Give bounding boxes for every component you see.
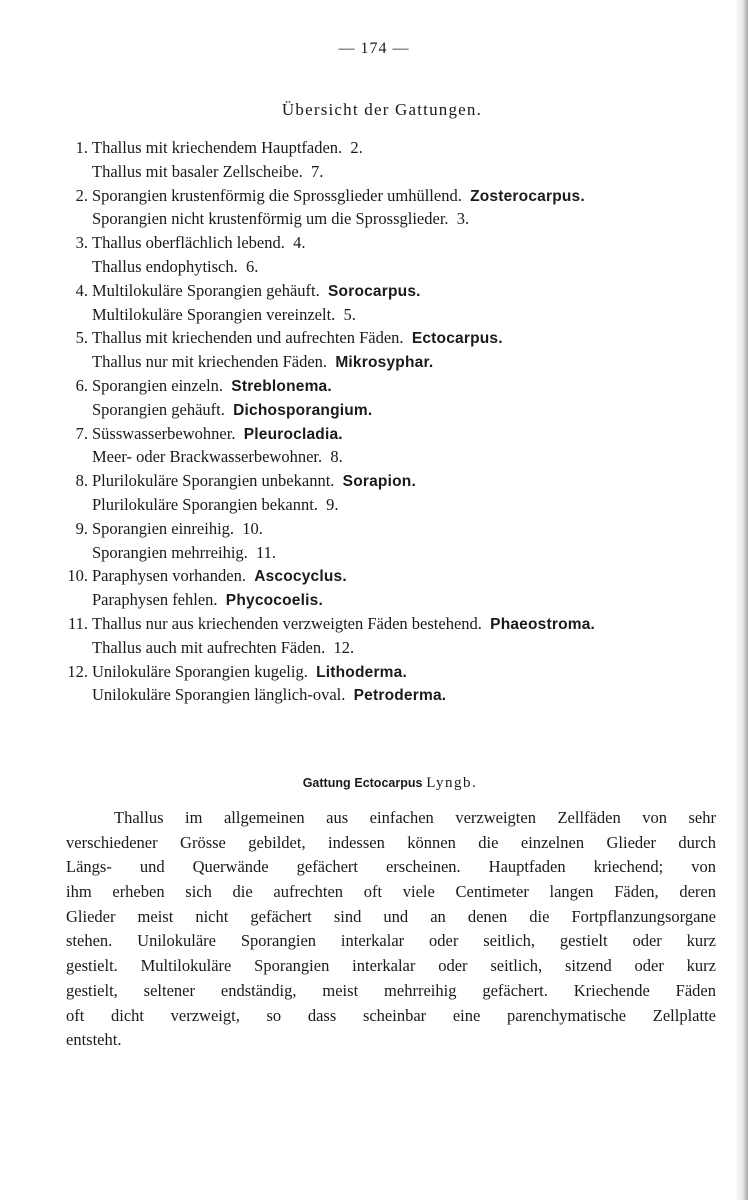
- key-text: [92, 279, 421, 304]
- key-number: 5.: [75, 328, 88, 348]
- key-text: [92, 160, 323, 184]
- key-line: [50, 136, 730, 160]
- key-text: [92, 541, 276, 565]
- genus-heading: [0, 775, 748, 792]
- key-text: [92, 255, 258, 279]
- key-number: 11.: [67, 613, 88, 633]
- key-line: [50, 374, 730, 398]
- key-line: [50, 683, 730, 707]
- key-phrase: Meer- oder Brackwasserbewohner. 8.: [92, 447, 343, 467]
- genus-name: Phaeostroma.: [490, 615, 596, 633]
- key-phrase: Thallus nur mit kriechenden Fäden.: [92, 352, 336, 372]
- key-text: [92, 398, 372, 423]
- key-number: 8.: [75, 471, 88, 491]
- key-phrase: Sporangien gehäuft.: [92, 399, 234, 419]
- genus-name: Petroderma.: [353, 687, 447, 705]
- key-number: 7.: [75, 423, 88, 443]
- page-edge-shadow: [734, 0, 748, 1200]
- key-text: [92, 231, 306, 255]
- key-line: [50, 564, 730, 588]
- key-line: [50, 445, 730, 469]
- key-phrase: Thallus auch mit aufrechten Fäden. 12.: [92, 637, 355, 657]
- section-title: Übersicht der Gattungen.: [281, 100, 483, 119]
- genus-name: Zosterocarpus.: [470, 187, 585, 205]
- key-text: [92, 445, 343, 469]
- description-line: Längs- und Querwände gefächert erscheinen. Hauptfaden kriechend; von: [66, 857, 716, 877]
- key-phrase: Thallus mit basaler Zellscheibe. 7.: [92, 161, 324, 181]
- description-line: gestielt, seltener endständig, meist mehrreihig gefächert. Kriechende Fäden: [66, 980, 716, 1000]
- key-phrase: Thallus mit kriechendem Hauptfaden. 2.: [92, 138, 363, 157]
- genus-name: Mikrosyphar.: [335, 354, 434, 372]
- key-text: [92, 517, 263, 541]
- genus-name: Pleurocladia.: [243, 425, 343, 443]
- key-line: [50, 398, 730, 422]
- key-phrase: Süsswasserbewohner.: [92, 423, 244, 443]
- description-line: Glieder meist nicht gefächert sind und an denen die Fortpflanzungsorgane: [66, 906, 716, 926]
- key-line: [50, 588, 730, 612]
- key-line: [50, 303, 730, 327]
- key-phrase: Unilokuläre Sporangien kugelig.: [92, 661, 317, 681]
- key-number: 9.: [75, 518, 88, 538]
- key-text: [92, 326, 503, 351]
- key-number: 3.: [75, 233, 88, 253]
- genus-name: Phycocoelis.: [225, 592, 323, 610]
- key-text: [92, 207, 469, 231]
- key-line: [50, 422, 730, 446]
- key-phrase: Sporangien mehrreihig. 11.: [92, 542, 277, 562]
- key-number: 1.: [75, 138, 88, 157]
- genus-name: Streblonema.: [231, 377, 332, 395]
- key-phrase: Plurilokuläre Sporangien unbekannt.: [92, 471, 343, 491]
- key-text: [92, 136, 363, 160]
- key-line: [50, 231, 730, 255]
- key-line: [50, 207, 730, 231]
- description-line: stehen. Unilokuläre Sporangien interkalar oder seitlich, gestielt oder kurz: [66, 931, 716, 951]
- genus-name: Ascocyclus.: [254, 568, 347, 586]
- key-text: [92, 683, 446, 708]
- genus-heading-name: Ectocarpus: [354, 776, 423, 790]
- key-phrase: Sporangien einzeln.: [92, 375, 232, 395]
- description-line: ihm erheben sich die aufrechten oft viele Centimeter langen Fäden, deren: [66, 882, 716, 902]
- key-phrase: Unilokuläre Sporangien länglich-oval.: [92, 685, 354, 705]
- key-text: [92, 184, 585, 209]
- description-line: Thallus im allgemeinen aus einfachen verzweigten Zellfäden von sehr: [114, 808, 716, 827]
- key-line: [50, 636, 730, 660]
- key-text: [92, 469, 416, 494]
- key-text: [92, 422, 343, 447]
- key-number: 2.: [75, 185, 88, 205]
- key-phrase: Plurilokuläre Sporangien bekannt. 9.: [92, 494, 339, 514]
- genus-name: Sorapion.: [342, 473, 416, 491]
- key-line: [50, 160, 730, 184]
- key-text: [92, 564, 347, 589]
- key-line: [50, 493, 730, 517]
- key-line: [50, 326, 730, 350]
- key-number: 6.: [75, 375, 88, 395]
- description-line: oft dicht verzweigt, so dass scheinbar eine parenchymatische Zellplatte: [66, 1005, 716, 1025]
- key-text: [92, 660, 407, 685]
- key-line: [50, 660, 730, 684]
- key-text: [92, 612, 595, 637]
- key-number: 12.: [67, 661, 88, 681]
- key-line: [50, 350, 730, 374]
- key-phrase: Paraphysen vorhanden.: [92, 566, 255, 586]
- key-phrase: Sporangien krustenförmig die Sprossglieder umhüllend.: [92, 185, 471, 205]
- identification-key: [50, 136, 730, 707]
- key-phrase: Sporangien nicht krustenförmig um die Sprossglieder. 3.: [92, 209, 470, 229]
- description-line: verschiedener Grösse gebildet, indessen können die einzelnen Glieder durch: [66, 832, 716, 852]
- key-phrase: Multilokuläre Sporangien gehäuft.: [92, 280, 328, 300]
- key-text: [92, 493, 339, 517]
- key-text: [92, 374, 332, 399]
- key-text: [92, 303, 356, 327]
- key-phrase: Multilokuläre Sporangien vereinzelt. 5.: [92, 304, 356, 324]
- key-number: 10.: [67, 566, 88, 586]
- key-text: [92, 350, 433, 375]
- description-line: entsteht.: [66, 1030, 122, 1050]
- key-text: [92, 588, 323, 613]
- genus-name: Lithoderma.: [316, 663, 407, 681]
- page-number: — 174 —: [338, 40, 410, 57]
- key-line: [50, 184, 730, 208]
- key-phrase: Thallus mit kriechenden und aufrechten Fäden.: [92, 328, 412, 348]
- key-phrase: Sporangien einreihig. 10.: [92, 518, 263, 538]
- genus-description: [66, 806, 716, 1053]
- genus-name: Ectocarpus.: [411, 330, 503, 348]
- key-phrase: Thallus endophytisch. 6.: [92, 256, 259, 276]
- key-phrase: Thallus nur aus kriechenden verzweigten Fäden bestehend.: [92, 613, 491, 633]
- key-phrase: Thallus oberflächlich lebend. 4.: [92, 233, 306, 253]
- key-line: [50, 612, 730, 636]
- key-line: [50, 255, 730, 279]
- genus-name: Dichosporangium.: [233, 401, 373, 419]
- genus-name: Sorocarpus.: [328, 282, 421, 300]
- key-line: [50, 541, 730, 565]
- key-line: [50, 279, 730, 303]
- genus-heading-author: Lyngb.: [426, 775, 478, 791]
- genus-heading-prefix: Gattung: [302, 776, 351, 790]
- key-text: [92, 636, 354, 660]
- key-line: [50, 469, 730, 493]
- description-line: gestielt. Multilokuläre Sporangien interkalar oder seitlich, sitzend oder kurz: [66, 956, 716, 976]
- key-line: [50, 517, 730, 541]
- key-number: 4.: [75, 280, 88, 300]
- key-phrase: Paraphysen fehlen.: [92, 590, 226, 610]
